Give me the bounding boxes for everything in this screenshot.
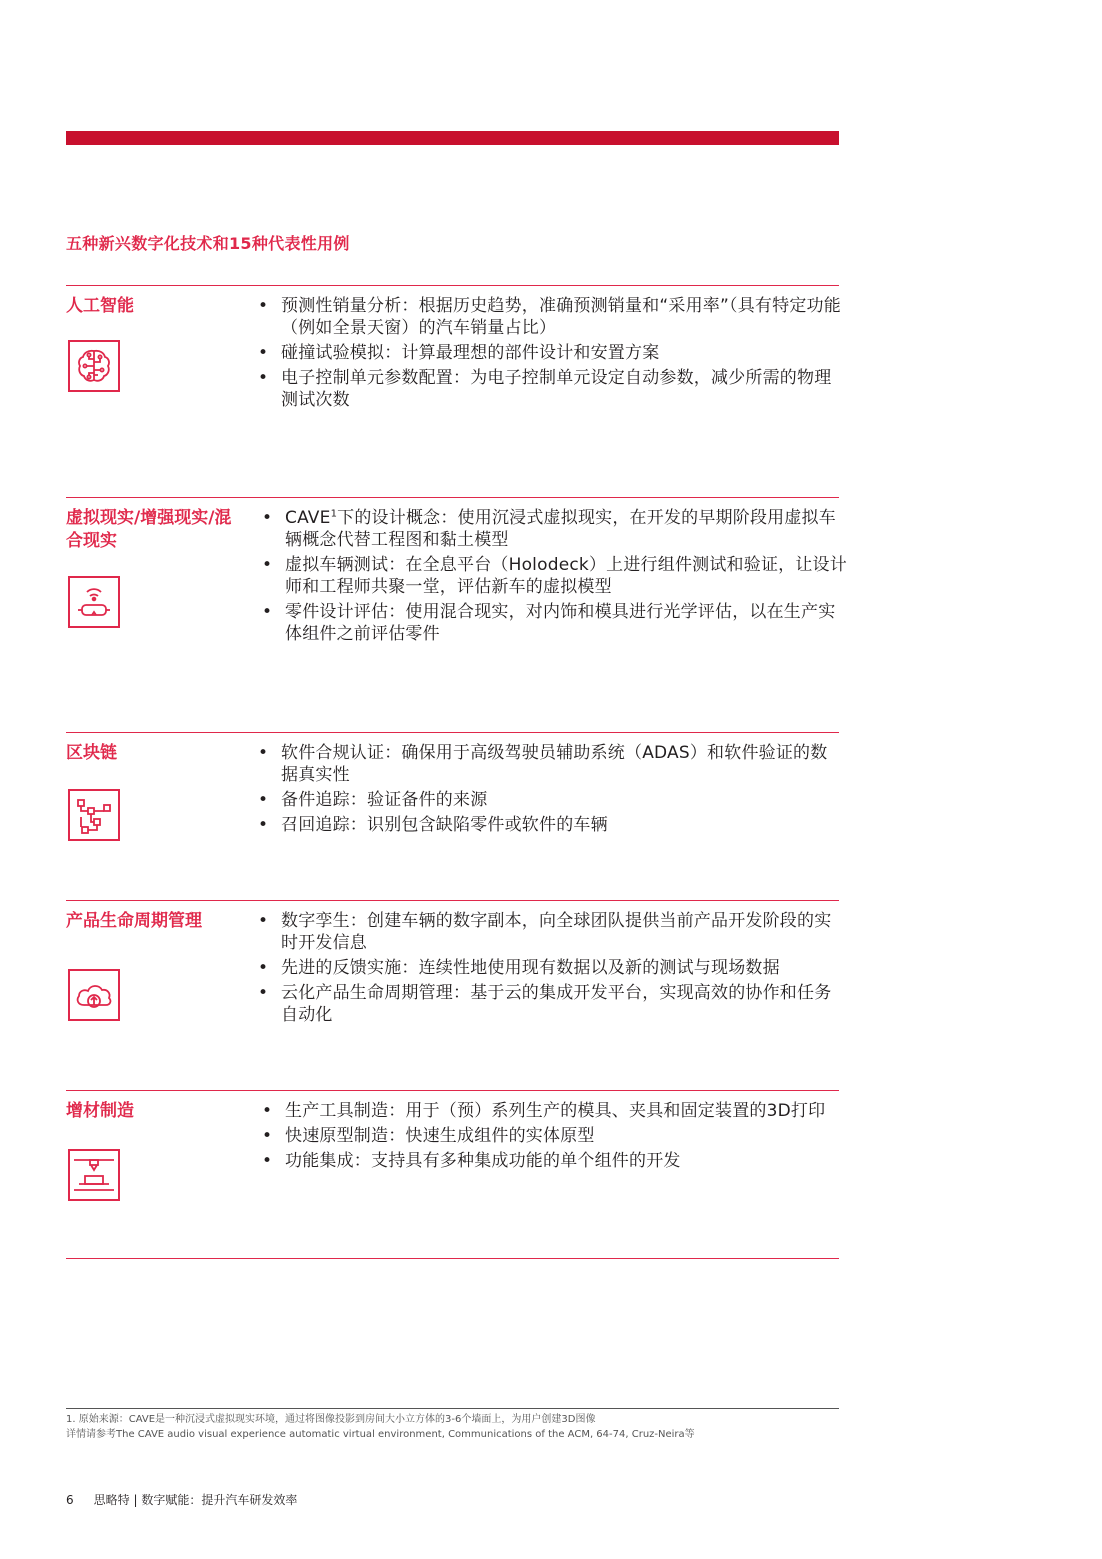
footnote xyxy=(66,1412,695,1442)
category-ai: 人工智能 xyxy=(66,296,134,316)
use-case-item: • 碰撞试验模拟：计算最理想的部件设计和安置方案 xyxy=(258,342,843,364)
use-case-list xyxy=(262,1100,847,1175)
row-divider xyxy=(66,1090,839,1091)
category-vr-ar-mr: 虚拟现实/增强现实/混合现实 xyxy=(66,508,232,551)
use-case-item: • 预测性销量分析：根据历史趋势，准确预测销量和“采用率”（具有特定功能（例如全景天窗）的汽车销量占比） xyxy=(258,295,843,339)
use-case-item: • 召回追踪：识别包含缺陷零件或软件的车辆 xyxy=(258,814,843,836)
use-case-item: • 功能集成：支持具有多种集成功能的单个组件的开发 xyxy=(262,1150,847,1172)
page-footer xyxy=(66,1491,297,1508)
use-case-item: • 虚拟车辆测试：在全息平台（Holodeck）上进行组件测试和验证，让设计师和工程师共聚一堂，评估新车的虚拟模型 xyxy=(262,554,847,598)
row-divider xyxy=(66,1258,839,1259)
use-case-item: • 先进的反馈实施：连续性地使用现有数据以及新的测试与现场数据 xyxy=(258,957,843,979)
use-case-item: • 生产工具制造：用于（预）系列生产的模具、夹具和固定装置的3D打印 xyxy=(262,1100,847,1122)
blockchain-icon xyxy=(68,789,120,841)
footnote-divider xyxy=(66,1408,839,1409)
use-case-item: • 数字孪生：创建车辆的数字副本，向全球团队提供当前产品开发阶段的实时开发信息 xyxy=(258,910,843,954)
use-case-item: • 零件设计评估：使用混合现实，对内饰和模具进行光学评估，以在生产实体组件之前评估零件 xyxy=(262,601,847,645)
use-case-list xyxy=(262,507,847,648)
use-case-list xyxy=(258,742,843,839)
use-case-item: • 云化产品生命周期管理：基于云的集成开发平台，实现高效的协作和任务自动化 xyxy=(258,982,843,1026)
category-blockchain: 区块链 xyxy=(66,743,117,763)
use-case-item: • 快速原型制造：快速生成组件的实体原型 xyxy=(262,1125,847,1147)
use-case-item: • 电子控制单元参数配置：为电子控制单元设定自动参数，减少所需的物理测试次数 xyxy=(258,367,843,411)
header-accent-bar xyxy=(66,131,839,145)
category-additive-manufacturing: 增材制造 xyxy=(66,1101,134,1121)
use-case-list xyxy=(258,295,843,414)
use-case-item: • 软件合规认证：确保用于高级驾驶员辅助系统（ADAS）和软件验证的数据真实性 xyxy=(258,742,843,786)
use-case-list xyxy=(258,910,843,1029)
cloud-upload-icon xyxy=(68,969,120,1021)
footnote-ref: 1 xyxy=(330,508,338,520)
footnote-line: 1. 原始来源：CAVE是一种沉浸式虚拟现实环境，通过将图像投影到房间大小立方体的3-6个墙面上，为用户创建3D图像 xyxy=(66,1414,596,1425)
3d-printer-icon xyxy=(68,1149,120,1201)
table-title: 五种新兴数字化技术和15种代表性用例 xyxy=(66,234,350,253)
row-divider xyxy=(66,900,839,901)
row-divider xyxy=(66,285,839,286)
use-case-item: • CAVE$^1$下的设计概念：使用沉浸式虚拟现实，在开发的早期阶段用虚拟车辆概念代替工程图和黏土模型 xyxy=(262,507,847,551)
vr-headset-icon xyxy=(68,576,120,628)
row-divider xyxy=(66,497,839,498)
cave-term: CAVE xyxy=(285,508,331,528)
page-number: 6 xyxy=(66,1493,74,1507)
brain-circuit-icon xyxy=(68,340,120,392)
row-divider xyxy=(66,732,839,733)
category-plm: 产品生命周期管理 xyxy=(66,911,202,931)
use-case-item: • 备件追踪：验证备件的来源 xyxy=(258,789,843,811)
footer-title: 思略特 | 数字赋能：提升汽车研发效率 xyxy=(93,1493,298,1507)
footnote-line: 详情请参考The CAVE audio visual experience automatic virtual environment, Communications of the ACM, 64-74, Cruz-Neira等 xyxy=(66,1429,695,1440)
